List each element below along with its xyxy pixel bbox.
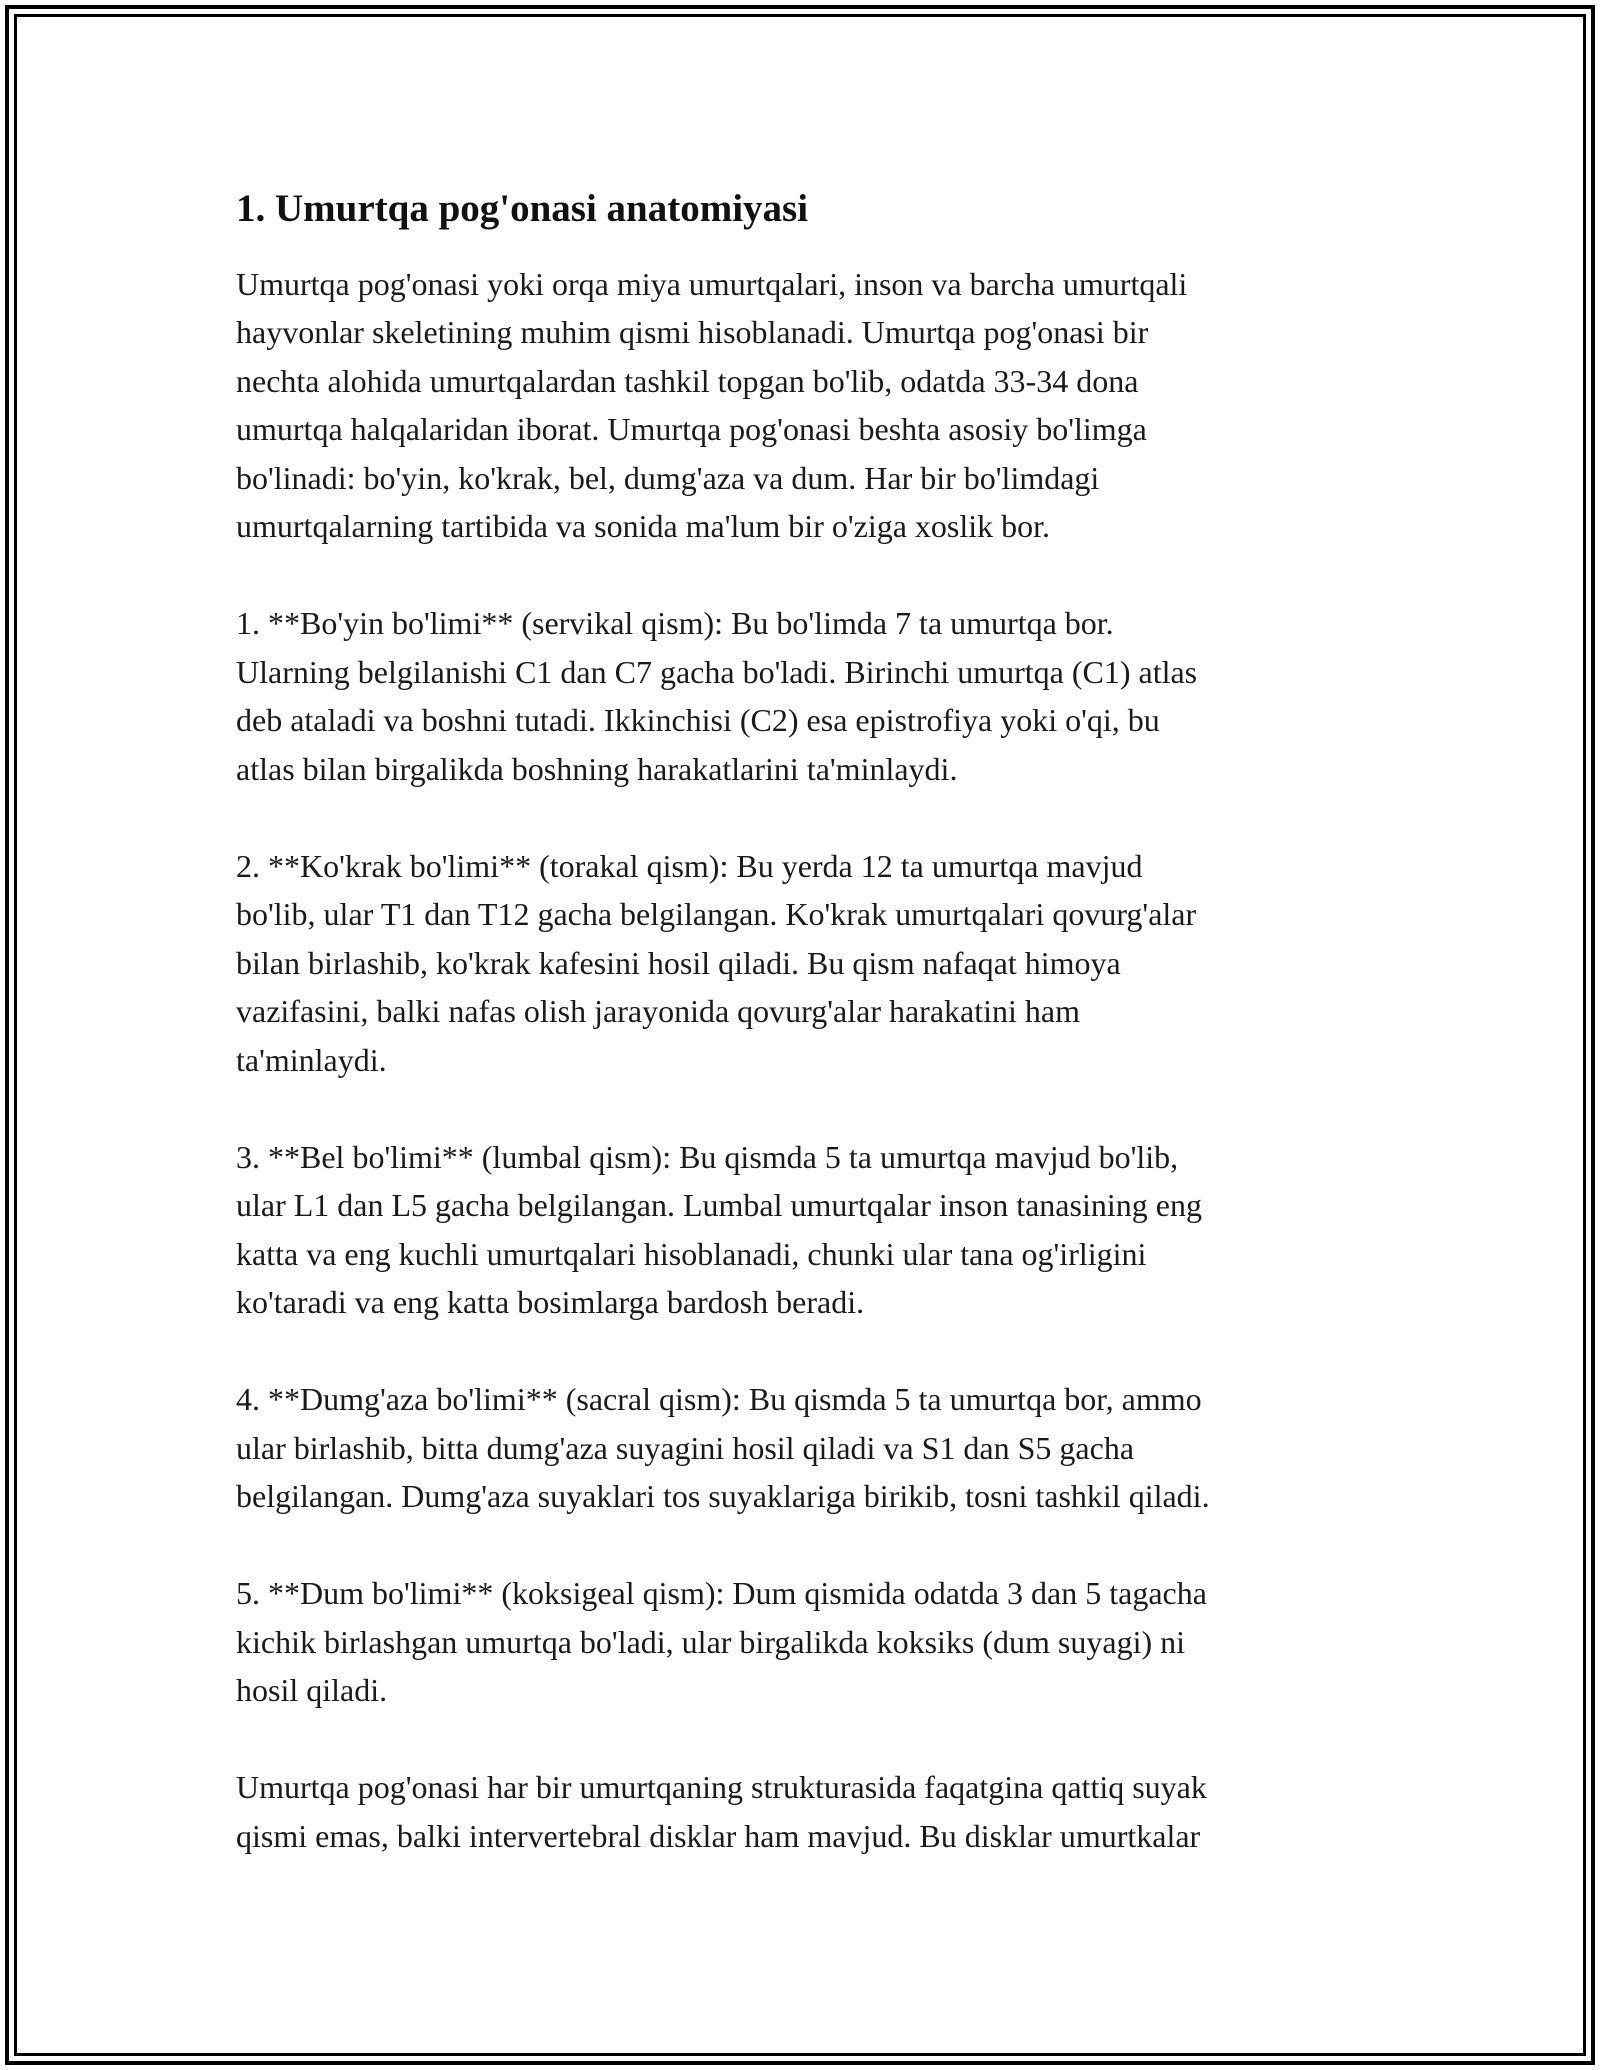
thoracic-paragraph: 2. **Ko'krak bo'limi** (torakal qism): Bu yerda 12 ta umurtqa mavjud bo'lib, ular T1 dan T12 gacha belgilangan. Ko'krak umurtqalari qovurg'alar bilan birlashib, ko'krak kafesini hosil qiladi. Bu qism nafaqat himoya vazifasini, balki nafas olish jarayonida qovurg'alar harakatini ham ta'minlaydi. — [236, 847, 1197, 1078]
lumbar-paragraph: 3. **Bel bo'limi** (lumbal qism): Bu qismda 5 ta umurtqa mavjud bo'lib, ular L1 dan L5 gacha belgilangan. Lumbal umurtqalar inson tanasining eng katta va eng kuchli umurtqalari hisoblanadi, chunki ular tana og'irligini ko'taradi va eng katta bosimlarga bardosh beradi. — [236, 1138, 1202, 1321]
intro-paragraph: Umurtqa pog'onasi yoki orqa miya umurtqalari, inson va barcha umurtqali hayvonlar skeletining muhim qismi hisoblanadi. Umurtqa pog'onasi bir nechta alohida umurtqalardan tashkil topgan bo'lib, odatda 33-34 dona umurtqa halqalaridan iborat. Umurtqa pog'onasi beshta asosiy bo'limga bo'linadi: bo'yin, ko'krak, bel, dumg'aza va dum. Har bir bo'limdagi umurtqalarning tartibida va sonida ma'lum bir o'ziga xoslik bor. — [236, 265, 1188, 545]
sacral-paragraph: 4. **Dumg'aza bo'limi** (sacral qism): Bu qismda 5 ta umurtqa bor, ammo ular birlashib, bitta dumg'aza suyagini hosil qiladi va S1 dan S5 gacha belgilangan. Dumg'aza suyaklari tos suyaklariga birikib, tosni tashkil qiladi. — [236, 1381, 1210, 1515]
coccygeal-paragraph: 5. **Dum bo'limi** (koksigeal qism): Dum qismida odatda 3 dan 5 tagacha kichik birlashgan umurtqa bo'ladi, ular birgalikda koksiks (dum suyagi) ni hosil qiladi. — [236, 1575, 1207, 1709]
cervical-paragraph: 1. **Bo'yin bo'limi** (servikal qism): Bu bo'limda 7 ta umurtqa bor. Ularning belgilanishi C1 dan C7 gacha bo'ladi. Birinchi umurtqa (C1) atlas deb ataladi va boshni tutadi. Ikkinchisi (C2) esa epistrofiya yoki o'qi, bu atlas bilan birgalikda boshning harakatlarini ta'minlaydi. — [236, 605, 1198, 787]
disc-paragraph: Umurtqa pog'onasi har bir umurtqaning strukturasida faqatgina qattiq suyak qismi emas, balki intervertebral disklar ham mavjud. Bu disklar umurtkalar — [236, 1769, 1207, 1854]
section-heading: 1. Umurtqa pog'onasi anatomiyasi — [236, 187, 809, 230]
document-body — [236, 186, 1356, 1909]
